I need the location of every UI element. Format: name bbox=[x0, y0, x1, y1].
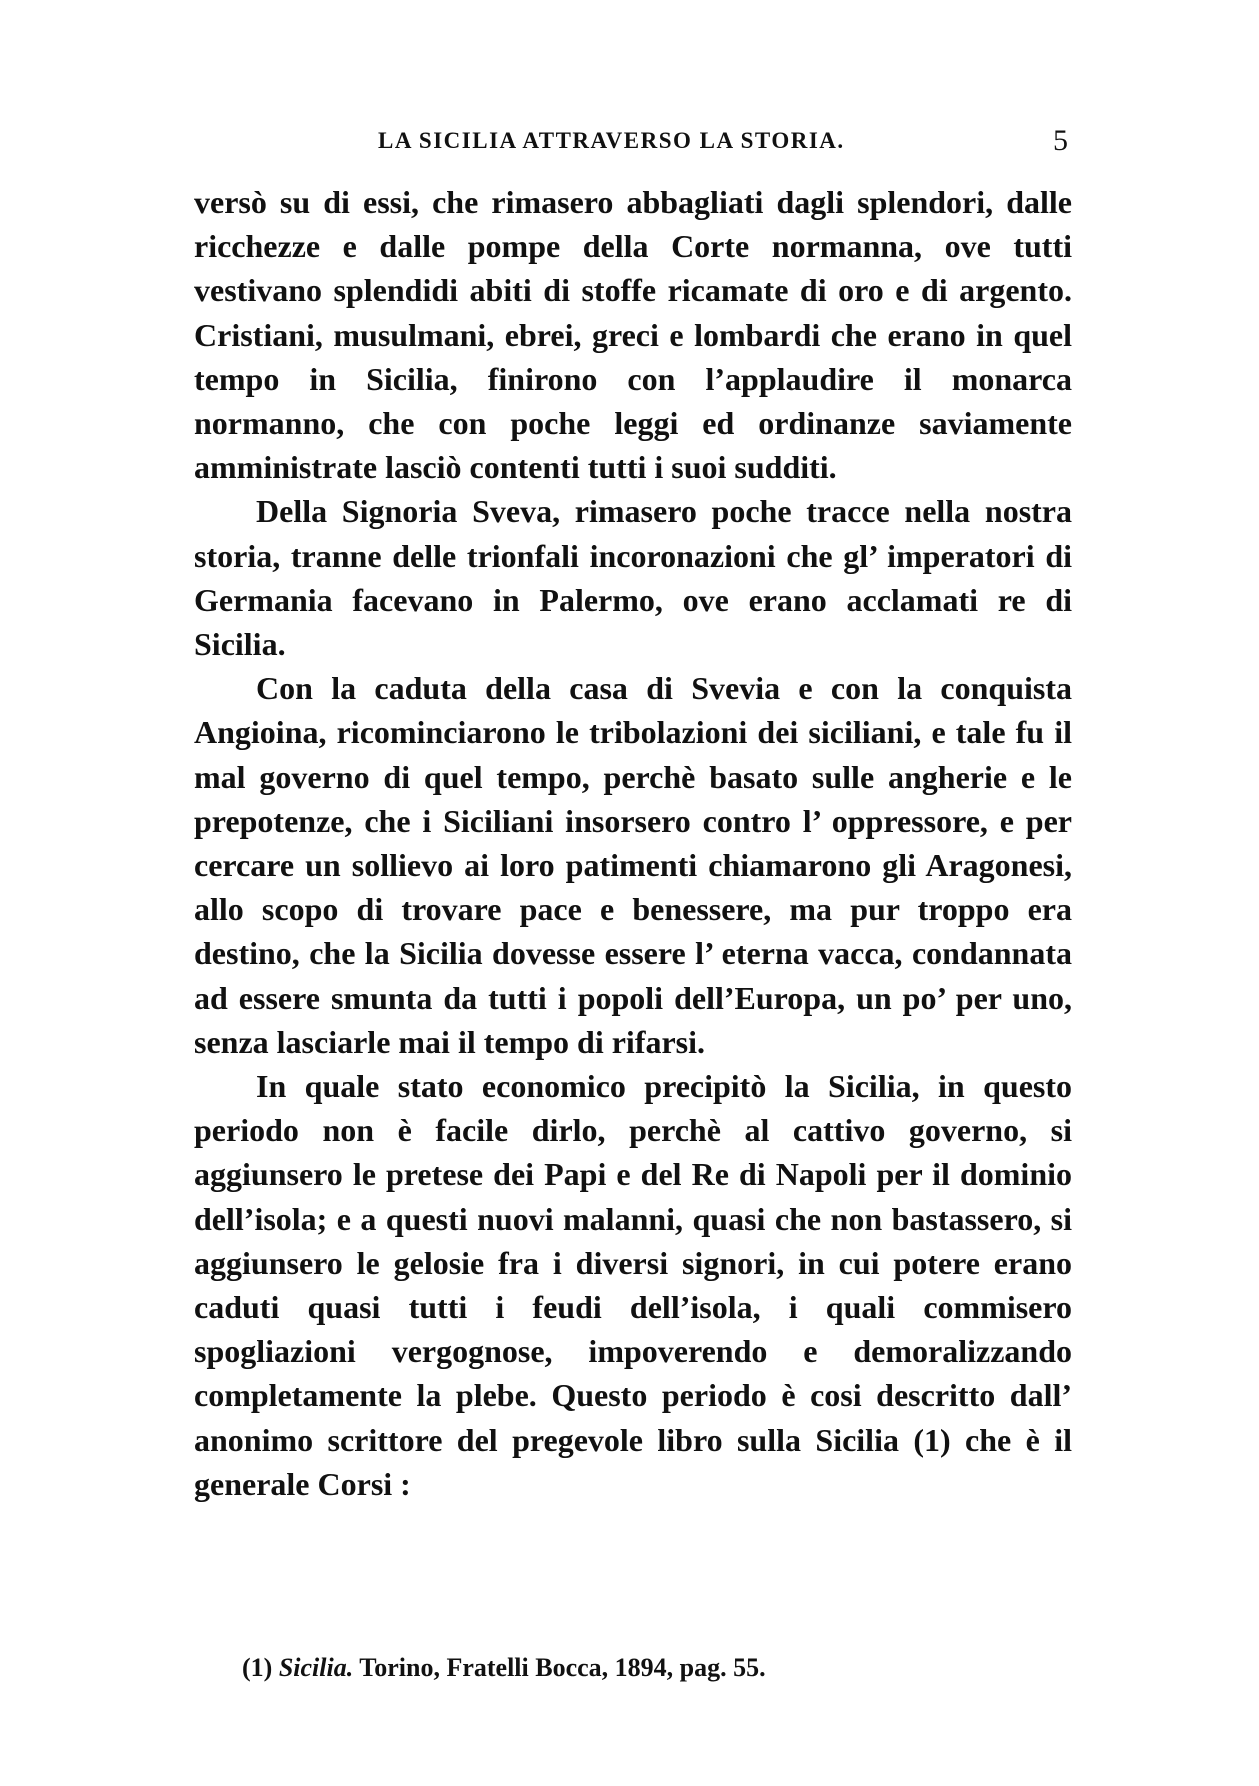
running-title: LA SICILIA ATTRAVERSO LA STORIA. bbox=[378, 128, 845, 153]
body-text bbox=[194, 180, 1072, 1506]
paragraph-3: Con la caduta della casa di Svevia e con la conquista Angioina, ricominciarono le tribolazioni dei siciliani, e tale fu il mal governo di quel tempo, perchè basato sulle angherie e le prepotenze, che i Siciliani insorsero contro l’ oppressore, e per cercare un sollievo ai loro patimenti chiamarono gli Aragonesi, allo scopo di trovare pace e benessere, ma pur troppo era destino, che la Sicilia dovesse essere l’ eterna vacca, condannata ad essere smunta da tutti i popoli dell’Europa, un po’ per uno, senza lasciarle mai il tempo di rifarsi. bbox=[194, 670, 1072, 1060]
book-page bbox=[194, 0, 1072, 1786]
page-number: 5 bbox=[1053, 124, 1068, 157]
paragraph-1: versò su di essi, che rimasero abbagliati dagli splendori, dalle ricchezze e dalle pompe della Corte normanna, ove tutti vestivano splendidi abiti di stoffe ricamate di oro e di argento. Cristiani, musulmani, ebrei, greci e lombardi che erano in quel tempo in Sicilia, finirono con l’applaudire il monarca normanno, che con poche leggi ed ordinanze saviamente amministrate lasciò contenti tutti i suoi sudditi. bbox=[194, 184, 1072, 486]
paragraph-4: In quale stato economico precipitò la Sicilia, in questo periodo non è facile dirlo, perchè al cattivo governo, si aggiunsero le pretese dei Papi e del Re di Napoli per il dominio dell’isola; e a questi nuovi malanni, quasi che non bastassero, si aggiunsero le gelosie fra i diversi signori, in cui potere erano caduti quasi tutti i feudi dell’isola, i quali commisero spogliazioni vergognose, impoverendo e demoralizzando completamente la plebe. Questo periodo è cosi descritto dall’ anonimo scrittore del pregevole libro sulla Sicilia (1) che è il generale Corsi : bbox=[194, 1068, 1072, 1502]
paragraph-2: Della Signoria Sveva, rimasero poche tracce nella nostra storia, tranne delle trionfali incoronazioni che gl’ imperatori di Germania facevano in Palermo, ove erano acclamati re di Sicilia. bbox=[194, 493, 1072, 663]
footnote-marker: (1) bbox=[242, 1653, 273, 1682]
running-head bbox=[194, 124, 1072, 160]
footnote-citation: Torino, Fratelli Bocca, 1894, pag. 55. bbox=[359, 1653, 766, 1682]
footnote bbox=[242, 1653, 766, 1683]
footnote-title: Sicilia. bbox=[278, 1653, 354, 1682]
